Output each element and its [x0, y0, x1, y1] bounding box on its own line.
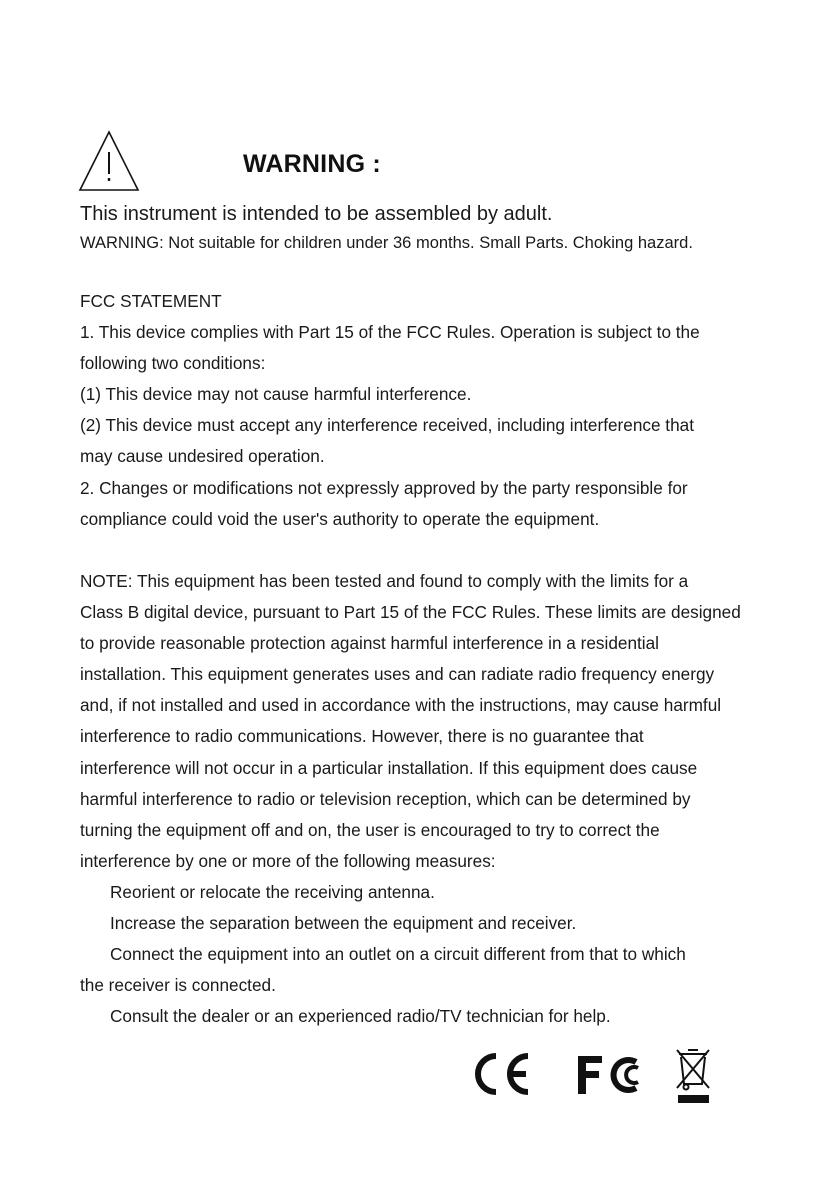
- note-line: NOTE: This equipment has been tested and found to comply with the limits for a: [80, 571, 689, 591]
- note-line: interference by one or more of the following measures:: [80, 850, 496, 871]
- measure-item: Increase the separation between the equipment and receiver.: [110, 913, 577, 934]
- measure-item: Connect the equipment into an outlet on a circuit different from that to which: [110, 944, 686, 965]
- warning-title: WARNING :: [243, 150, 381, 178]
- note-line: turning the equipment off and on, the user is encouraged to try to correct the: [80, 819, 660, 840]
- crossed-out-wheelie-bin-icon: [677, 1050, 709, 1103]
- warning-triangle-icon: [78, 130, 140, 192]
- note-line: interference will not occur in a particular installation. If this equipment does cause: [80, 757, 698, 778]
- note-line: harmful interference to radio or television reception, which can be determined by: [80, 788, 691, 809]
- note-line: Class B digital device, pursuant to Part 15 of the FCC Rules. These limits are designed: [80, 602, 741, 623]
- fcc-line: may cause undesired operation.: [80, 446, 325, 467]
- measure-item: Reorient or relocate the receiving antenna.: [110, 881, 435, 902]
- note-line: and, if not installed and used in accordance with the instructions, may cause harmful: [80, 695, 722, 716]
- ce-mark-icon: [478, 1056, 528, 1092]
- fcc-note: [80, 566, 800, 1032]
- note-line: to provide reasonable protection against harmful interference in a residential: [80, 633, 659, 654]
- note-line: installation. This equipment generates uses and can radiate radio frequency energy: [80, 664, 715, 685]
- fcc-line: (1) This device may not cause harmful interference.: [80, 384, 472, 405]
- assembly-notice: This instrument is intended to be assembled by adult.: [80, 203, 553, 225]
- measure-item: Consult the dealer or an experienced radio/TV technician for help.: [110, 1006, 611, 1027]
- fcc-line: (2) This device must accept any interference received, including interference that: [80, 415, 694, 436]
- note-line: interference to radio communications. However, there is no guarantee that: [80, 726, 644, 747]
- fcc-heading: FCC STATEMENT: [80, 291, 222, 311]
- compliance-logos: [470, 1048, 720, 1108]
- fcc-mark-icon: [578, 1056, 638, 1094]
- fcc-statement: [80, 286, 800, 535]
- fcc-line: 2. Changes or modifications not expressly approved by the party responsible for: [80, 477, 688, 498]
- fcc-line: 1. This device complies with Part 15 of the FCC Rules. Operation is subject to the: [80, 322, 700, 343]
- measure-item-continued: the receiver is connected.: [80, 975, 276, 996]
- choking-hazard-warning: WARNING: Not suitable for children under 36 months. Small Parts. Choking hazard.: [80, 234, 693, 252]
- fcc-line: compliance could void the user's authority to operate the equipment.: [80, 508, 600, 529]
- fcc-line: following two conditions:: [80, 353, 266, 374]
